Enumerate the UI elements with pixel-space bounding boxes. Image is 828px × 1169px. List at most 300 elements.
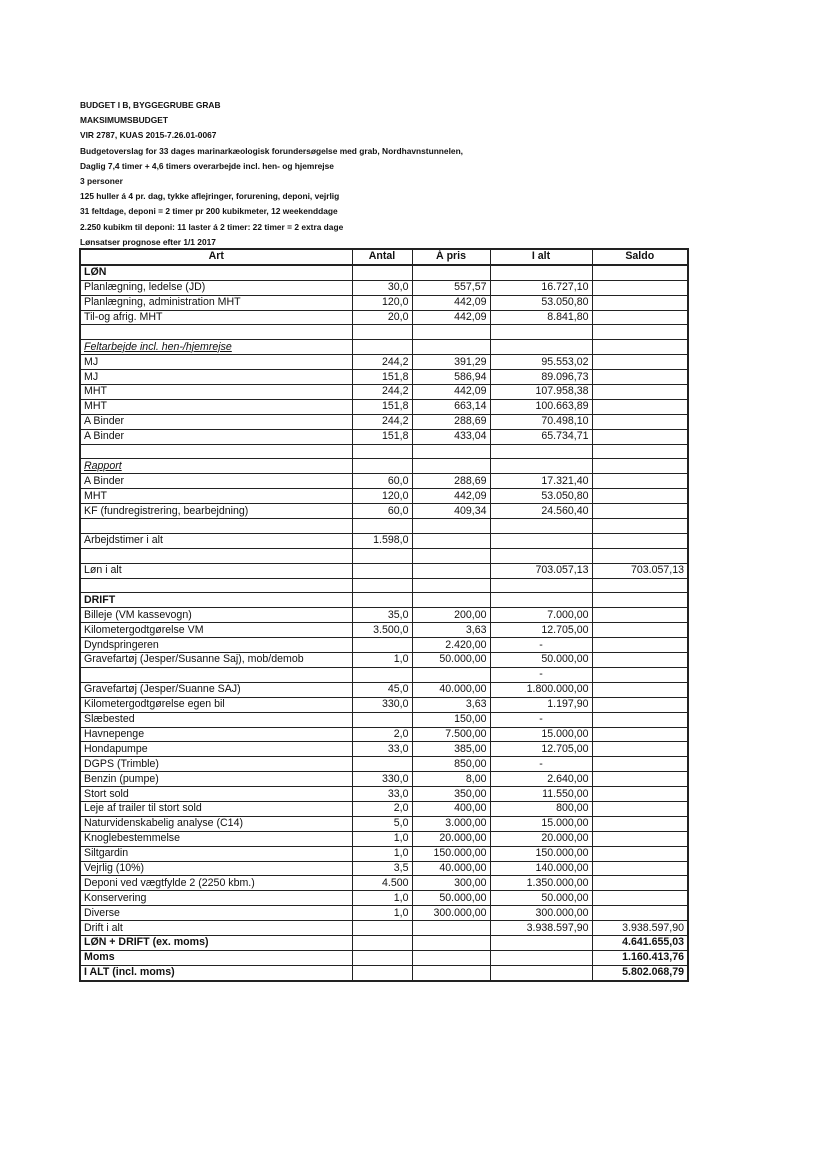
table-row	[80, 504, 688, 519]
cell-art: Planlægning, ledelse (JD)	[80, 280, 352, 295]
cell-saldo: 4.641.655,03	[592, 935, 688, 950]
cell-antal: 120,0	[352, 489, 412, 504]
cell-antal	[352, 712, 412, 727]
cell-saldo	[592, 519, 688, 534]
table-row	[80, 429, 688, 444]
cell-a-pris: 663,14	[412, 399, 490, 414]
table-row	[80, 787, 688, 802]
cell-antal	[352, 340, 412, 355]
cell-art: I ALT (incl. moms)	[80, 965, 352, 980]
cell-i-alt: 1.197,90	[490, 697, 592, 712]
cell-i-alt: 100.663,89	[490, 399, 592, 414]
cell-antal: 60,0	[352, 474, 412, 489]
cell-antal	[352, 519, 412, 534]
cell-antal	[352, 921, 412, 936]
cell-art: Planlægning, administration MHT	[80, 295, 352, 310]
cell-i-alt: 53.050,80	[490, 295, 592, 310]
cell-saldo	[592, 593, 688, 608]
cell-art: Rapport	[80, 459, 352, 474]
cell-a-pris: 288,69	[412, 414, 490, 429]
cell-i-alt: -	[490, 638, 592, 653]
cell-art: MJ	[80, 370, 352, 385]
table-row	[80, 831, 688, 846]
cell-a-pris: 433,04	[412, 429, 490, 444]
cell-antal: 4.500	[352, 876, 412, 891]
cell-antal: 151,8	[352, 370, 412, 385]
cell-saldo	[592, 861, 688, 876]
cell-saldo	[592, 489, 688, 504]
cell-i-alt: 107.958,38	[490, 385, 592, 400]
cell-i-alt: 12.705,00	[490, 742, 592, 757]
cell-a-pris: 442,09	[412, 295, 490, 310]
cell-art: DRIFT	[80, 593, 352, 608]
cell-antal	[352, 444, 412, 459]
cell-i-alt: 300.000,00	[490, 906, 592, 921]
cell-antal: 244,2	[352, 355, 412, 370]
cell-a-pris: 2.420,00	[412, 638, 490, 653]
cell-a-pris	[412, 935, 490, 950]
cell-art: Vejrlig (10%)	[80, 861, 352, 876]
cell-i-alt	[490, 340, 592, 355]
table-row	[80, 563, 688, 578]
column-header-a-pris: Á pris	[412, 249, 490, 265]
cell-a-pris	[412, 459, 490, 474]
header-line: MAKSIMUMSBUDGET	[80, 115, 168, 126]
cell-i-alt	[490, 519, 592, 534]
cell-i-alt: 15.000,00	[490, 816, 592, 831]
cell-art: Gravefartøj (Jesper/Susanne Saj), mob/demob	[80, 653, 352, 668]
cell-a-pris: 557,57	[412, 280, 490, 295]
cell-saldo	[592, 906, 688, 921]
table-row	[80, 653, 688, 668]
cell-antal	[352, 265, 412, 280]
table-row	[80, 399, 688, 414]
column-header-antal: Antal	[352, 249, 412, 265]
cell-saldo	[592, 697, 688, 712]
cell-art: Løn i alt	[80, 563, 352, 578]
cell-art: Leje af trailer til stort sold	[80, 801, 352, 816]
cell-art: Slæbested	[80, 712, 352, 727]
cell-saldo	[592, 295, 688, 310]
cell-a-pris: 300.000,00	[412, 906, 490, 921]
cell-art	[80, 667, 352, 682]
cell-i-alt	[490, 444, 592, 459]
cell-antal: 2,0	[352, 801, 412, 816]
cell-art: Knoglebestemmelse	[80, 831, 352, 846]
cell-saldo	[592, 265, 688, 280]
cell-art: MJ	[80, 355, 352, 370]
cell-a-pris	[412, 548, 490, 563]
cell-antal: 151,8	[352, 399, 412, 414]
cell-art: LØN	[80, 265, 352, 280]
cell-saldo	[592, 280, 688, 295]
cell-antal: 2,0	[352, 727, 412, 742]
cell-art: Moms	[80, 950, 352, 965]
table-row	[80, 593, 688, 608]
cell-a-pris	[412, 444, 490, 459]
cell-a-pris	[412, 921, 490, 936]
cell-saldo: 5.802.068,79	[592, 965, 688, 980]
cell-art: Dyndspringeren	[80, 638, 352, 653]
cell-saldo	[592, 757, 688, 772]
cell-saldo	[592, 399, 688, 414]
cell-art	[80, 548, 352, 563]
cell-i-alt: 16.727,10	[490, 280, 592, 295]
cell-i-alt	[490, 265, 592, 280]
cell-a-pris: 20.000,00	[412, 831, 490, 846]
cell-a-pris: 8,00	[412, 772, 490, 787]
cell-antal: 33,0	[352, 787, 412, 802]
cell-antal: 20,0	[352, 310, 412, 325]
cell-antal: 33,0	[352, 742, 412, 757]
cell-saldo	[592, 444, 688, 459]
cell-saldo	[592, 682, 688, 697]
cell-antal	[352, 935, 412, 950]
cell-saldo	[592, 414, 688, 429]
cell-antal: 1,0	[352, 653, 412, 668]
table-row	[80, 355, 688, 370]
cell-art	[80, 519, 352, 534]
cell-antal: 1.598,0	[352, 533, 412, 548]
cell-a-pris: 200,00	[412, 608, 490, 623]
cell-a-pris	[412, 563, 490, 578]
cell-a-pris: 288,69	[412, 474, 490, 489]
cell-a-pris: 50.000,00	[412, 653, 490, 668]
cell-a-pris: 150,00	[412, 712, 490, 727]
cell-i-alt: 65.734,71	[490, 429, 592, 444]
header-line: 125 huller á 4 pr. dag, tykke aflejringer, forurening, deponi, vejrlig	[80, 191, 340, 202]
cell-a-pris	[412, 519, 490, 534]
cell-a-pris	[412, 593, 490, 608]
cell-antal: 60,0	[352, 504, 412, 519]
cell-i-alt: 17.321,40	[490, 474, 592, 489]
cell-a-pris	[412, 667, 490, 682]
cell-art: Naturvidenskabelig analyse (C14)	[80, 816, 352, 831]
table-row	[80, 891, 688, 906]
cell-a-pris: 442,09	[412, 310, 490, 325]
cell-i-alt: 53.050,80	[490, 489, 592, 504]
cell-a-pris: 7.500,00	[412, 727, 490, 742]
cell-i-alt	[490, 533, 592, 548]
table-row	[80, 742, 688, 757]
cell-saldo	[592, 816, 688, 831]
cell-i-alt: -	[490, 667, 592, 682]
cell-a-pris: 40.000,00	[412, 682, 490, 697]
header-line: Budgetoverslag for 33 dages marinarkæologisk forundersøgelse med grab, Nordhavnstunnelen,	[80, 145, 464, 156]
cell-antal: 1,0	[352, 831, 412, 846]
cell-saldo	[592, 608, 688, 623]
cell-antal	[352, 578, 412, 593]
cell-antal: 151,8	[352, 429, 412, 444]
cell-saldo	[592, 787, 688, 802]
cell-i-alt: 2.640,00	[490, 772, 592, 787]
cell-a-pris	[412, 325, 490, 340]
header-line: 3 personer	[80, 176, 123, 187]
table-row	[80, 310, 688, 325]
table-row	[80, 265, 688, 280]
cell-art: MHT	[80, 399, 352, 414]
cell-i-alt	[490, 548, 592, 563]
cell-antal	[352, 563, 412, 578]
cell-a-pris	[412, 533, 490, 548]
cell-i-alt	[490, 325, 592, 340]
table-row	[80, 533, 688, 548]
cell-saldo	[592, 831, 688, 846]
cell-saldo	[592, 310, 688, 325]
cell-saldo	[592, 801, 688, 816]
cell-i-alt: 703.057,13	[490, 563, 592, 578]
cell-antal: 5,0	[352, 816, 412, 831]
cell-a-pris	[412, 965, 490, 980]
cell-saldo	[592, 474, 688, 489]
cell-antal: 3,5	[352, 861, 412, 876]
cell-art: MHT	[80, 489, 352, 504]
cell-i-alt: 8.841,80	[490, 310, 592, 325]
table-row	[80, 682, 688, 697]
table-row	[80, 444, 688, 459]
cell-saldo: 3.938.597,90	[592, 921, 688, 936]
header-line: 31 feltdage, deponi = 2 timer pr 200 kubikmeter, 12 weekenddage	[80, 206, 338, 217]
table-row	[80, 280, 688, 295]
table-row	[80, 489, 688, 504]
cell-saldo	[592, 891, 688, 906]
table-row	[80, 846, 688, 861]
cell-i-alt	[490, 578, 592, 593]
cell-a-pris: 850,00	[412, 757, 490, 772]
cell-a-pris: 442,09	[412, 489, 490, 504]
cell-a-pris	[412, 578, 490, 593]
table-row	[80, 906, 688, 921]
table-row	[80, 638, 688, 653]
cell-saldo	[592, 578, 688, 593]
cell-art: Gravefartøj (Jesper/Suanne SAJ)	[80, 682, 352, 697]
cell-art: Deponi ved vægtfylde 2 (2250 kbm.)	[80, 876, 352, 891]
table-row	[80, 712, 688, 727]
cell-i-alt: 800,00	[490, 801, 592, 816]
cell-antal: 1,0	[352, 846, 412, 861]
cell-art: LØN + DRIFT (ex. moms)	[80, 935, 352, 950]
header-line: BUDGET I B, BYGGEGRUBE GRAB	[80, 100, 221, 110]
table-row	[80, 921, 688, 936]
cell-art: Benzin (pumpe)	[80, 772, 352, 787]
cell-i-alt: -	[490, 757, 592, 772]
table-row	[80, 757, 688, 772]
table-row	[80, 772, 688, 787]
table-row	[80, 548, 688, 563]
table-row	[80, 935, 688, 950]
cell-saldo	[592, 667, 688, 682]
table-row	[80, 667, 688, 682]
cell-art: Til-og afrig. MHT	[80, 310, 352, 325]
cell-art: Kilometergodtgørelse VM	[80, 623, 352, 638]
cell-i-alt: 7.000,00	[490, 608, 592, 623]
cell-antal	[352, 965, 412, 980]
cell-i-alt	[490, 593, 592, 608]
cell-saldo	[592, 846, 688, 861]
cell-a-pris: 350,00	[412, 787, 490, 802]
cell-saldo: 703.057,13	[592, 563, 688, 578]
header-line: Lønsatser prognose efter 1/1 2017	[80, 236, 216, 247]
cell-saldo	[592, 385, 688, 400]
cell-art: A Binder	[80, 429, 352, 444]
table-row	[80, 861, 688, 876]
cell-a-pris: 300,00	[412, 876, 490, 891]
cell-art	[80, 578, 352, 593]
cell-antal: 244,2	[352, 385, 412, 400]
cell-saldo	[592, 459, 688, 474]
cell-a-pris: 391,29	[412, 355, 490, 370]
cell-i-alt	[490, 935, 592, 950]
cell-antal: 330,0	[352, 772, 412, 787]
table-row	[80, 474, 688, 489]
cell-saldo	[592, 429, 688, 444]
cell-a-pris: 442,09	[412, 385, 490, 400]
document-header	[80, 98, 700, 250]
cell-i-alt	[490, 459, 592, 474]
cell-antal	[352, 638, 412, 653]
cell-saldo	[592, 876, 688, 891]
cell-saldo	[592, 370, 688, 385]
cell-i-alt	[490, 950, 592, 965]
cell-saldo	[592, 548, 688, 563]
cell-art: DGPS (Trimble)	[80, 757, 352, 772]
cell-art: A Binder	[80, 414, 352, 429]
cell-saldo	[592, 727, 688, 742]
cell-art	[80, 444, 352, 459]
cell-a-pris	[412, 950, 490, 965]
cell-art: Feltarbejde incl. hen-/hjemrejse	[80, 340, 352, 355]
cell-a-pris: 40.000,00	[412, 861, 490, 876]
cell-i-alt: 150.000,00	[490, 846, 592, 861]
cell-antal	[352, 667, 412, 682]
table-row	[80, 414, 688, 429]
cell-i-alt: 140.000,00	[490, 861, 592, 876]
cell-art: Billeje (VM kassevogn)	[80, 608, 352, 623]
cell-a-pris	[412, 340, 490, 355]
table-row	[80, 727, 688, 742]
cell-antal	[352, 548, 412, 563]
cell-saldo	[592, 712, 688, 727]
cell-saldo	[592, 325, 688, 340]
header-line: Daglig 7,4 timer + 4,6 timers overarbejde incl. hen- og hjemrejse	[80, 160, 334, 171]
cell-antal: 330,0	[352, 697, 412, 712]
cell-saldo: 1.160.413,76	[592, 950, 688, 965]
cell-saldo	[592, 623, 688, 638]
cell-antal: 45,0	[352, 682, 412, 697]
cell-saldo	[592, 355, 688, 370]
cell-saldo	[592, 504, 688, 519]
table-row	[80, 950, 688, 965]
cell-antal: 1,0	[352, 906, 412, 921]
budget-table	[79, 248, 689, 982]
table-row	[80, 801, 688, 816]
table-row	[80, 608, 688, 623]
table-row	[80, 325, 688, 340]
cell-antal: 244,2	[352, 414, 412, 429]
cell-saldo	[592, 638, 688, 653]
cell-a-pris: 385,00	[412, 742, 490, 757]
cell-art: Kilometergodtgørelse egen bil	[80, 697, 352, 712]
table-row	[80, 697, 688, 712]
cell-a-pris	[412, 265, 490, 280]
cell-i-alt: 11.550,00	[490, 787, 592, 802]
cell-a-pris: 50.000,00	[412, 891, 490, 906]
cell-art: Hondapumpe	[80, 742, 352, 757]
table-header-row	[80, 249, 688, 265]
cell-art: Drift i alt	[80, 921, 352, 936]
table-row	[80, 816, 688, 831]
cell-saldo	[592, 340, 688, 355]
cell-i-alt: 3.938.597,90	[490, 921, 592, 936]
cell-a-pris: 3,63	[412, 623, 490, 638]
cell-antal: 1,0	[352, 891, 412, 906]
table-row	[80, 385, 688, 400]
cell-i-alt: -	[490, 712, 592, 727]
cell-i-alt: 1.800.000,00	[490, 682, 592, 697]
cell-antal: 120,0	[352, 295, 412, 310]
cell-a-pris: 400,00	[412, 801, 490, 816]
table-row	[80, 459, 688, 474]
cell-i-alt: 20.000,00	[490, 831, 592, 846]
cell-saldo	[592, 653, 688, 668]
cell-i-alt: 95.553,02	[490, 355, 592, 370]
cell-art: Arbejdstimer i alt	[80, 533, 352, 548]
cell-antal: 30,0	[352, 280, 412, 295]
cell-art: Stort sold	[80, 787, 352, 802]
column-header-art: Art	[80, 249, 352, 265]
cell-i-alt	[490, 965, 592, 980]
cell-i-alt: 89.096,73	[490, 370, 592, 385]
cell-antal	[352, 757, 412, 772]
cell-i-alt: 24.560,40	[490, 504, 592, 519]
cell-antal	[352, 593, 412, 608]
cell-art: Diverse	[80, 906, 352, 921]
cell-saldo	[592, 772, 688, 787]
table-row	[80, 876, 688, 891]
table-row	[80, 623, 688, 638]
cell-antal	[352, 325, 412, 340]
cell-antal: 3.500,0	[352, 623, 412, 638]
table-row	[80, 578, 688, 593]
cell-i-alt: 50.000,00	[490, 891, 592, 906]
cell-art: KF (fundregistrering, bearbejdning)	[80, 504, 352, 519]
cell-art: Siltgardin	[80, 846, 352, 861]
header-line: 2.250 kubikm til deponi: 11 laster á 2 timer: 22 timer = 2 extra dage	[80, 221, 344, 232]
cell-i-alt: 1.350.000,00	[490, 876, 592, 891]
cell-saldo	[592, 742, 688, 757]
table-row	[80, 965, 688, 980]
table-row	[80, 340, 688, 355]
header-line: VIR 2787, KUAS 2015-7.26.01-0067	[80, 130, 217, 141]
cell-antal	[352, 950, 412, 965]
table-row	[80, 519, 688, 534]
cell-i-alt: 15.000,00	[490, 727, 592, 742]
cell-a-pris: 586,94	[412, 370, 490, 385]
cell-i-alt: 12.705,00	[490, 623, 592, 638]
cell-i-alt: 70.498,10	[490, 414, 592, 429]
table-row	[80, 370, 688, 385]
cell-a-pris: 3.000,00	[412, 816, 490, 831]
column-header-saldo: Saldo	[592, 249, 688, 265]
cell-a-pris: 150.000,00	[412, 846, 490, 861]
cell-art	[80, 325, 352, 340]
cell-a-pris: 3,63	[412, 697, 490, 712]
table-row	[80, 295, 688, 310]
cell-art: MHT	[80, 385, 352, 400]
cell-art: Konservering	[80, 891, 352, 906]
cell-i-alt: 50.000,00	[490, 653, 592, 668]
cell-saldo	[592, 533, 688, 548]
